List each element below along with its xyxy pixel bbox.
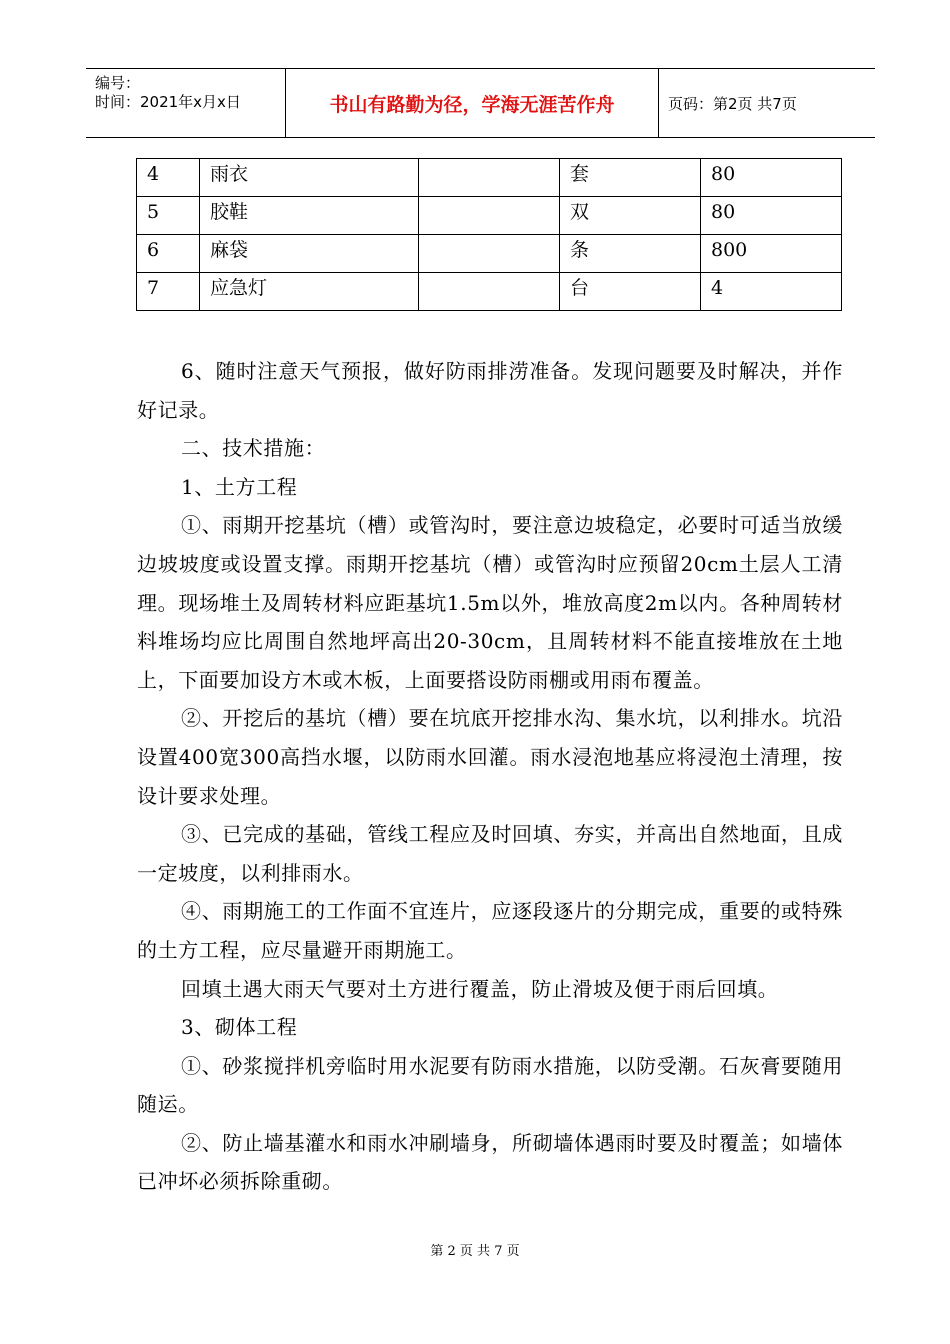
paragraph: ①、砂浆搅拌机旁临时用水泥要有防雨水措施，以防受潮。石灰膏要随用随运。 — [137, 1053, 843, 1117]
paragraph: ①、雨期开挖基坑（槽）或管沟时，要注意边坡稳定，必要时可适当放缓边坡坡度或设置支撑。雨期开挖基坑（槽）或管沟时应预留20cm土层人工清理。现场堆土及周转材料应距基坑1.5m以外，堆放高度2m以内。各种周转材料堆场均应比周围自然地坪高出20-30cm，且周转材料不能直接堆放在土地上，下面要加设方木或木板，上面要搭设防雨棚或用雨布覆盖。 — [137, 513, 843, 692]
serial-number-label: 编号： — [95, 74, 141, 92]
header-divider-right — [658, 69, 659, 137]
item-name-cell: 胶鞋 — [200, 197, 419, 235]
table-row — [137, 273, 842, 311]
unit-cell: 双 — [560, 197, 701, 235]
table-row — [137, 197, 842, 235]
page-footer: 第 2 页 共 7 页 — [430, 1244, 520, 1259]
paragraph: ④、雨期施工的工作面不宜连片，应逐段逐片的分期完成，重要的或特殊的土方工程，应尽量避开雨期施工。 — [137, 899, 843, 962]
materials-table — [136, 158, 842, 311]
paragraph: 6、随时注意天气预报，做好防雨排涝准备。发现问题要及时解决，并作好记录。 — [137, 359, 843, 422]
quantity-cell: 800 — [701, 235, 842, 273]
table-row — [137, 235, 842, 273]
spec-cell — [419, 273, 560, 311]
spec-cell — [419, 235, 560, 273]
paragraph: 回填土遇大雨天气要对土方进行覆盖，防止滑坡及便于雨后回填。 — [181, 976, 779, 1001]
unit-cell: 条 — [560, 235, 701, 273]
section-heading: 二、技术措施： — [181, 436, 326, 461]
quantity-cell: 4 — [701, 273, 842, 311]
item-name-cell: 应急灯 — [200, 273, 419, 311]
spec-cell — [419, 197, 560, 235]
item-name-cell: 麻袋 — [200, 235, 419, 273]
row-number-cell: 6 — [137, 235, 200, 273]
spec-cell — [419, 159, 560, 197]
unit-cell: 套 — [560, 159, 701, 197]
header-page-info: 页码：第2页 共7页 — [668, 95, 797, 113]
paragraph: ②、防止墙基灌水和雨水冲刷墙身，所砌墙体遇雨时要及时覆盖；如墙体已冲坏必须拆除重砌。 — [137, 1130, 843, 1194]
document-body — [137, 352, 843, 1201]
quantity-cell: 80 — [701, 197, 842, 235]
subsection-heading: 3、砌体工程 — [181, 1015, 298, 1040]
paragraph: ③、已完成的基础，管线工程应及时回填、夯实，并高出自然地面，且成一定坡度，以利排雨水。 — [137, 822, 843, 885]
row-number-cell: 5 — [137, 197, 200, 235]
unit-cell: 台 — [560, 273, 701, 311]
page-header — [86, 68, 875, 138]
date-label: 时间：2021年x月x日 — [95, 93, 241, 111]
table-row — [137, 159, 842, 197]
header-motto: 书山有路勤为径，学海无涯苦作舟 — [329, 94, 615, 116]
item-name-cell: 雨衣 — [200, 159, 419, 197]
row-number-cell: 7 — [137, 273, 200, 311]
subsection-heading: 1、土方工程 — [181, 474, 298, 499]
paragraph: ②、开挖后的基坑（槽）要在坑底开挖排水沟、集水坑，以利排水。坑沿设置400宽300高挡水堰，以防雨水回灌。雨水浸泡地基应将浸泡土清理，按设计要求处理。 — [137, 706, 843, 808]
row-number-cell: 4 — [137, 159, 200, 197]
quantity-cell: 80 — [701, 159, 842, 197]
